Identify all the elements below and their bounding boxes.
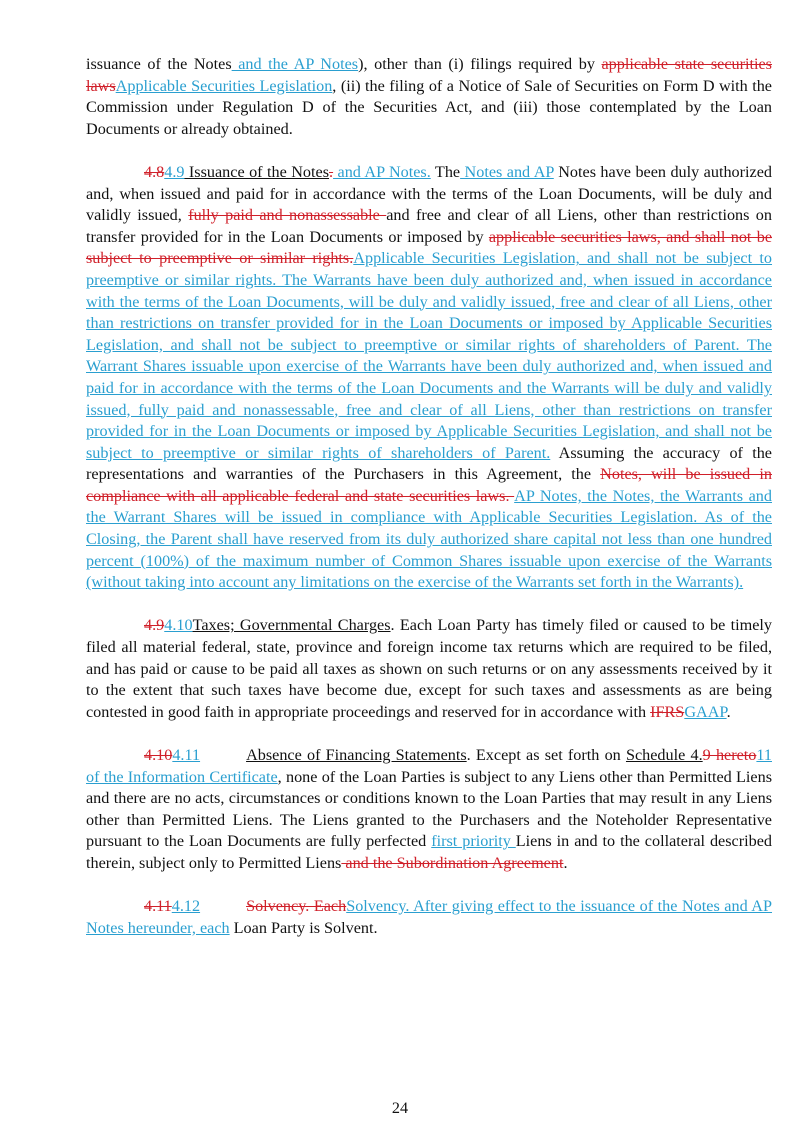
section-4-11 [86,745,772,875]
deleted-text: . [329,162,334,181]
inserted-text: 11 of the Information Certificate [86,746,772,786]
text: . Each Loan Party has timely filed or caused to be timely filed all material federal, state, province and foreign income tax returns which are required to be filed, and has paid or cause to be paid all taxes as shown on such returns or on any assessments received by it to the extent that such taxes have become due, except for such taxes and assessments as are being contested in good faith in appropriate proceedings and reserved for in accordance with [86,616,772,721]
section-number-deleted: 4.11 [144,897,172,916]
inserted-text: GAAP [684,702,727,721]
inserted-text: Notes and AP [460,162,554,181]
schedule-reference: Schedule 4. [625,746,703,764]
text: Notes have been duly authorized and, when issued and paid for in accordance with the terms of the Loan Documents, will be duly and validly issued, [86,162,772,225]
section-4-9 [86,162,772,594]
section-number-inserted: 4.11 [172,746,201,764]
text: Loan Party is Solvent. [229,918,378,937]
section-number-inserted: 4.10 [164,616,193,635]
deleted-text: fully paid and nonassessable [188,206,387,225]
text: Assuming the accuracy of the representations and warranties of the Purchasers in this Agreement, the [86,443,772,484]
deleted-text: applicable state securities laws [86,55,772,95]
section-heading: Issuance of the Notes [184,162,330,181]
inserted-text: and AP Notes. [333,162,431,181]
inserted-text: Applicable Securities Legislation, and shall not be subject to preemptive or similar rights. The Warrants have been duly authorized and, when issued in accordance with the terms of the Loan Documents, will be duly and validly issued, free and clear of all Liens, other than restrictions on transfer provided for in the Loan Documents or imposed by Applicable Securities Legislation, and shall not be subject to preemptive or similar rights of shareholders of Parent. The Warrant Shares issuable upon exercise of the Warrants have been duly authorized and, when issued and paid for in accordance with the terms of the Loan Documents and the Warrants will be duly and validly issued, fully paid and nonassessable, free and clear of all Liens, other than restrictions on transfer provided for in the Loan Documents or imposed by Applicable Securities Legislation, and shall not be subject to preemptive or similar rights of shareholders of Parent. [86,249,773,462]
deleted-text: IFRS [650,702,685,721]
deleted-text: Notes, will be issued in compliance with all applicable federal and state securities laws. [86,465,772,505]
text: . [726,702,731,721]
text: , none of the Loan Parties is subject to any Liens other than Permitted Liens and there are no acts, circumstances or conditions known to the Loan Parties that may result in any Liens other than Permitted Liens. The Liens granted to the Purchasers and the Noteholder Representative pursuant to the Loan Documents are fully perfected [86,767,772,851]
inserted-text: Applicable Securities Legislation [115,76,333,95]
document-page [86,54,772,961]
section-number-inserted: 4.12 [171,897,201,916]
deleted-text: and the Subordination Agreement [341,853,564,872]
section-heading: Taxes; Governmental Charges [192,616,391,635]
section-number-deleted: 4.9 [144,616,165,635]
text: Liens in and to the collateral described therein, subject only to Permitted Liens [86,832,772,872]
section-heading: Absence of Financing Statements [246,746,467,764]
inserted-text: first priority [431,832,516,851]
deleted-text: Solvency. Each [246,897,347,916]
deleted-text: applicable securities laws, and shall not be subject to preemptive or similar rights. [86,227,772,268]
section-number-deleted: 4.10 [144,746,173,764]
text: ), other than (i) filings required by [358,55,602,73]
inserted-text: Solvency. After giving effect to the issuance of the Notes and AP Notes hereunder, each [86,897,773,937]
text: and free and clear of all Liens, other than restrictions on transfer provided for in the Loan Documents or imposed by [86,206,772,246]
inserted-text: AP Notes, the Notes, the Warrants and the Warrant Shares will be issued in compliance with Applicable Securities Legislation. As of the Closing, the Parent shall have reserved from its duly authorized share capital not less than one hundred percent (100%) of the maximum number of Common Shares issuable upon exercise of the Warrants (without taking into account any limitations on the exercise of the Warrants set forth in the Warrants). [86,486,772,592]
page-number: 24 [391,1099,409,1117]
text: issuance of the Notes [86,55,232,73]
section-number-inserted: 4.9 [164,162,185,181]
deleted-text: 9 hereto [702,746,757,764]
paragraph-continuation [86,54,772,140]
text: . [563,853,568,872]
inserted-text: and the AP Notes [231,55,359,73]
section-4-12 [86,896,772,939]
section-number-deleted: 4.8 [144,162,165,181]
text: , (ii) the filing of a Notice of Sale of Securities on Form D with the Commission under Regulation D of the Securities Act, and (iii) those contemplated by the Loan Documents or already obtained. [86,76,772,138]
text: . Except as set forth on [466,746,626,764]
section-4-10 [86,615,772,723]
text: The [430,162,461,181]
